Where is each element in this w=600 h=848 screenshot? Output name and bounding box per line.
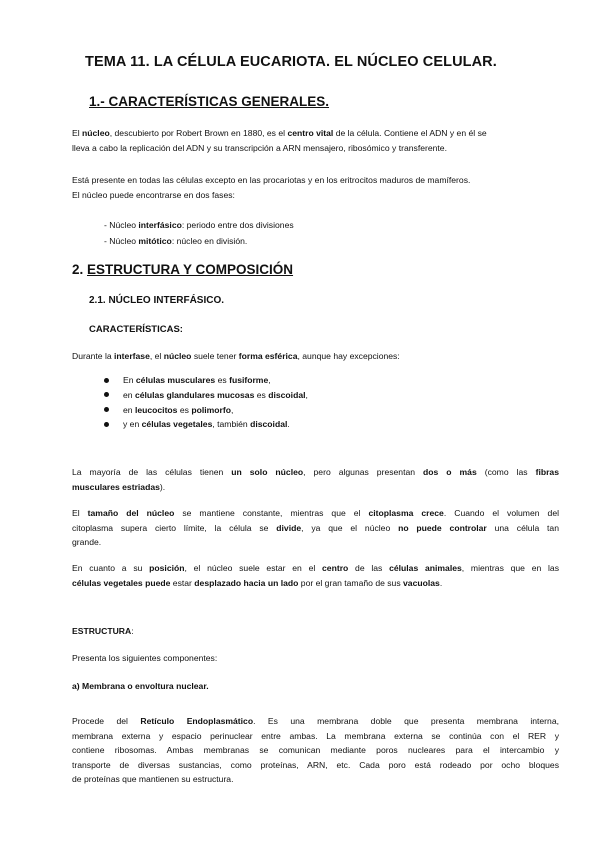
paragraph-membrana: Procede del Retículo Endoplasmático. Es una membrana doble que presenta membrana interna, membrana externa y espacio perinuclear entre ambas. La membrana externa se continúa con el RER y contiene ribosomas. Ambas membranas se comunican mediante poros nucleares para el intercambio y transporte de diversas sustancias, como proteínas, ARN, etc. Cada poro está rodeado por ocho bloques de proteínas que mantienen su estructura. bbox=[72, 716, 559, 784]
bullet-icon bbox=[104, 378, 109, 383]
bullet-icon bbox=[104, 392, 109, 397]
document-title: TEMA 11. LA CÉLULA EUCARIOTA. EL NÚCLEO CELULAR. bbox=[85, 54, 497, 70]
paragraph-presence: Está presente en todas las células excepto en las procariotas y en los eritrocitos maduros de mamíferos. El núcleo puede encontrarse en dos fases: bbox=[72, 175, 471, 200]
paragraph-nucleo-intro: El núcleo, descubierto por Robert Brown en 1880, es el centro vital de la célula. Contiene el ADN y en él se lleva a cabo la replicación del ADN y su transcripción a ARN mensajero, ribosómico y transferente. bbox=[72, 128, 487, 153]
list-item: y en células vegetales, también discoidal. bbox=[104, 417, 308, 432]
phase-item: - Núcleo interfásico: periodo entre dos divisiones bbox=[104, 220, 294, 230]
membrana-heading: a) Membrana o envoltura nuclear. bbox=[72, 681, 209, 691]
list-item: en leucocitos es polimorfo, bbox=[104, 403, 308, 418]
componentes-intro: Presenta los siguientes componentes: bbox=[72, 653, 218, 663]
paragraph-numero-nucleos: La mayoría de las células tienen un solo núcleo, pero algunas presentan dos o más (como las fibras musculares estriadas). bbox=[72, 467, 559, 492]
paragraph-interfase: Durante la interfase, el núcleo suele tener forma esférica, aunque hay excepciones: bbox=[72, 351, 400, 361]
section-2-heading: 2. ESTRUCTURA Y COMPOSICIÓN bbox=[72, 262, 294, 277]
estructura-label: ESTRUCTURA: bbox=[72, 626, 134, 636]
bullet-icon bbox=[104, 407, 109, 412]
shape-bullet-list bbox=[104, 373, 308, 432]
bullet-icon bbox=[104, 422, 109, 427]
phases-list bbox=[104, 218, 294, 249]
paragraph-tamano: El tamaño del núcleo se mantiene constante, mientras que el citoplasma crece. Cuando el volumen del citoplasma supera cierto límite, la célula se divide, ya que el núcleo no puede controlar una célula tan grande. bbox=[72, 508, 560, 547]
paragraph-posicion: En cuanto a su posición, el núcleo suele estar en el centro de las células animales, mientras que en las células vegetales puede estar desplazado hacia un lado por el gran tamaño de sus vacuolas. bbox=[72, 563, 559, 588]
caracteristicas-label: CARACTERÍSTICAS: bbox=[89, 324, 183, 335]
list-item: En células musculares es fusiforme, bbox=[104, 373, 308, 388]
phase-item: - Núcleo mitótico: núcleo en división. bbox=[104, 235, 248, 246]
section-1-heading: 1.- CARACTERÍSTICAS GENERALES. bbox=[89, 94, 330, 109]
list-item: en células glandulares mucosas es discoidal, bbox=[104, 388, 308, 403]
subsection-nucleo-interfasico: 2.1. NÚCLEO INTERFÁSICO. bbox=[89, 295, 225, 306]
